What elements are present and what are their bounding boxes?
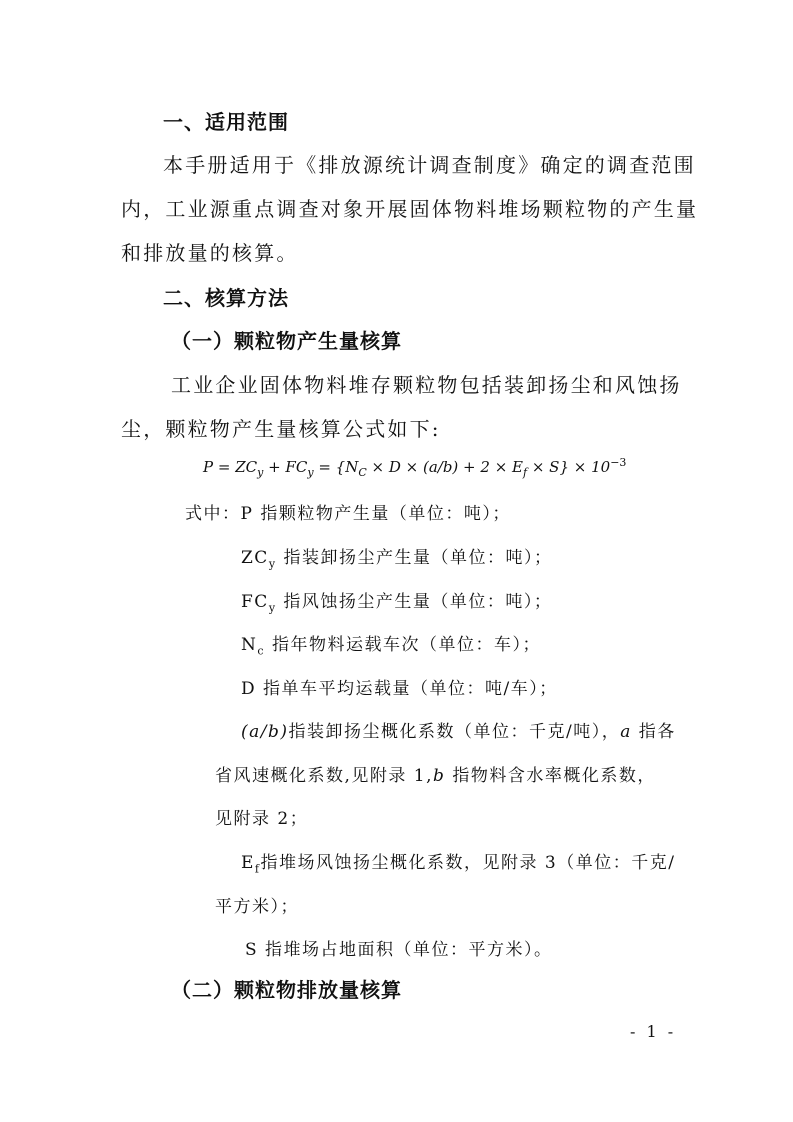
definition-n: $N_c$ 指年物料运载车次（单位：车）； <box>241 635 541 658</box>
paragraph-line: 工业企业固体物料堆存颗粒物包括装卸扬尘和风蚀扬 <box>171 373 682 397</box>
definition-d: D 指单车平均运载量（单位：吨/车）； <box>241 679 558 699</box>
definition-ab: (a/b)指装卸扬尘概化系数（单位：千克/吨），a 指各 <box>241 722 676 742</box>
paragraph-line: 尘，颗粒物产生量核算公式如下: <box>121 417 441 441</box>
paragraph-line: 内，工业源重点调查对象开展固体物料堆场颗粒物的产生量 <box>121 197 699 221</box>
section-title-method: 二、核算方法 <box>163 286 289 310</box>
paragraph-line: 和排放量的核算。 <box>121 241 299 265</box>
definition-zc: $ZC_y$ 指装卸扬尘产生量（单位：吨）； <box>241 548 553 571</box>
definition-fc: $FC_y$ 指风蚀扬尘产生量（单位：吨）； <box>241 592 553 615</box>
definition-ab-line2: 省风速概化系数,见附录 1,b 指物料含水率概化系数， <box>215 766 656 786</box>
paragraph-line: 本手册适用于《排放源统计调查制度》确定的调查范围 <box>163 153 696 177</box>
subsection-title-emission: （二）颗粒物排放量核算 <box>171 978 402 1002</box>
definition-ab-line3: 见附录 2； <box>215 809 309 829</box>
definition-ef-line2: 平方米）； <box>215 897 299 917</box>
page-number: - 1 - <box>630 1022 677 1041</box>
generation-formula: $P = ZC_y + FC_y = \{N_C \times D \times (a/b) + 2 \times E_f \times S\} \times 10^{-3}$ <box>203 456 627 479</box>
section-title-scope: 一、适用范围 <box>163 110 289 134</box>
definition-ef: $E_f$指堆场风蚀扬尘概化系数，见附录 3（单位：千克/ <box>241 853 676 876</box>
definition-s: S 指堆场占地面积（单位：平方米）。 <box>245 940 553 960</box>
definition-p: 式中：P 指颗粒物产生量（单位：吨）； <box>185 504 511 524</box>
subsection-title-generation: （一）颗粒物产生量核算 <box>171 329 402 353</box>
